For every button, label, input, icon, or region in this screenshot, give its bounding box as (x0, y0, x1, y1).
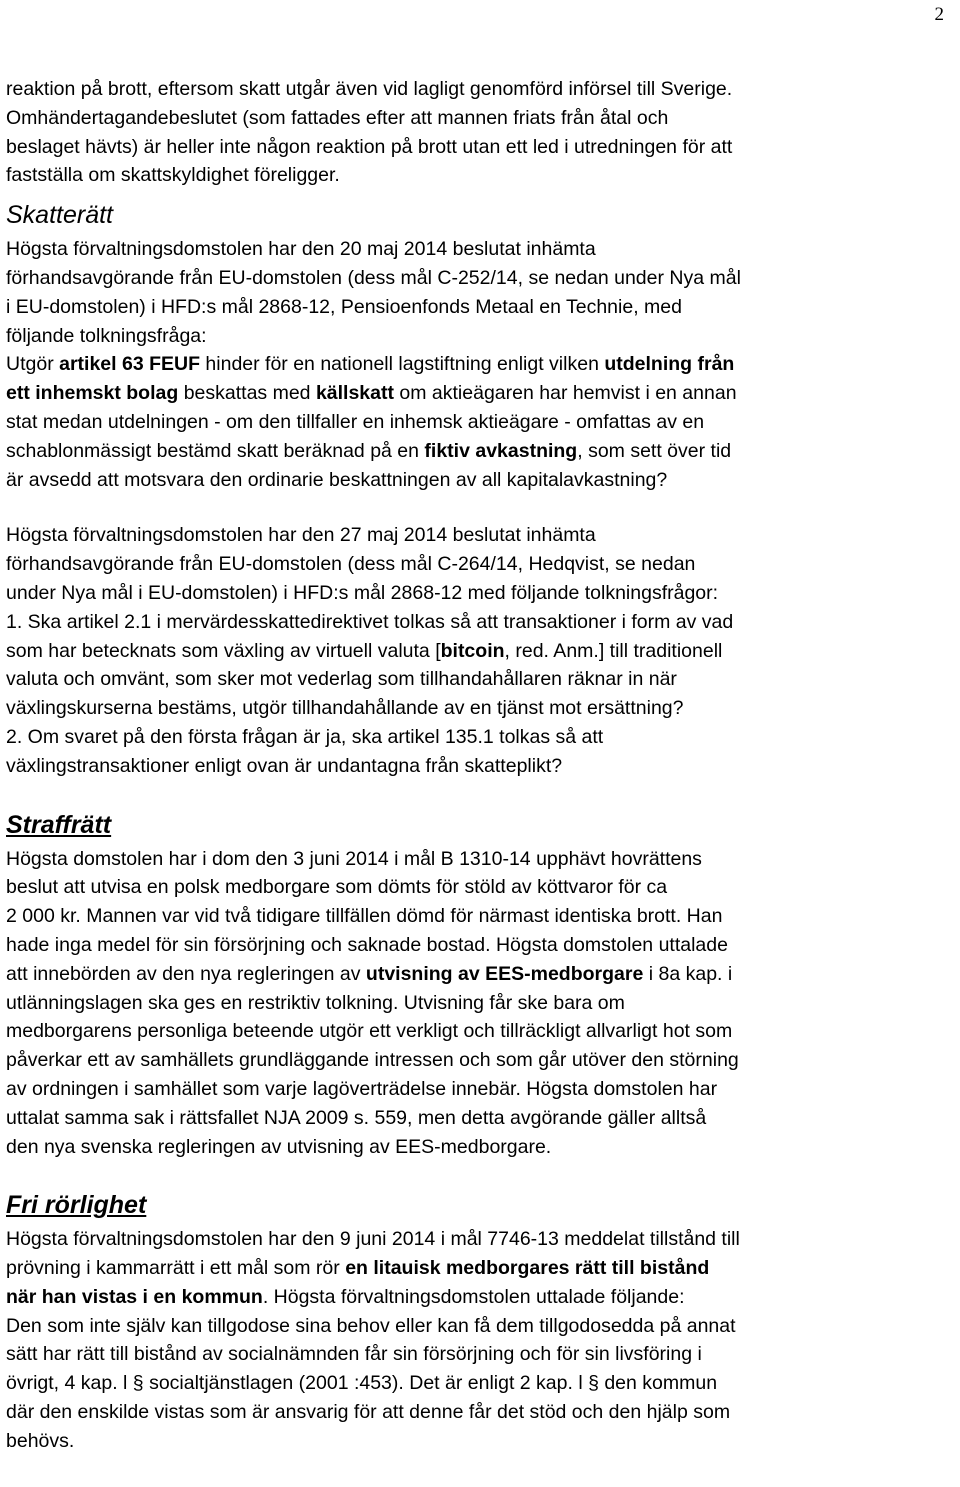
text-line (6, 1283, 958, 1312)
bold-term: bitcoin (440, 639, 505, 662)
text-run: , red. Anm.] till traditionell (504, 639, 723, 662)
text-line: den nya svenska regleringen av utvisning av EES-medborgare. (6, 1135, 552, 1158)
text-line: beslaget hävts) är heller inte någon reaktion på brott utan ett led i utredningen för att (6, 135, 733, 158)
text-line: växlingstransaktioner enligt ovan är undantagna från skatteplikt? (6, 754, 563, 777)
text-line: Högsta domstolen har i dom den 3 juni 2014 i mål B 1310-14 upphävt hovrättens (6, 847, 702, 870)
text-line (6, 350, 958, 379)
heading-fri-rorlighet: Fri rörlighet (6, 1191, 147, 1220)
text-line (6, 1254, 958, 1283)
text-line: Den som inte själv kan tillgodose sina behov eller kan få dem tillgodosedda på annat (6, 1314, 736, 1337)
straffratt-paragraph (6, 845, 958, 1162)
text-line: Högsta förvaltningsdomstolen har den 9 juni 2014 i mål 7746-13 meddelat tillstånd till (6, 1228, 740, 1251)
text-run: beskattas med (178, 382, 316, 405)
text-line: stat medan utdelningen - om den tillfaller en inhemsk aktieägare - omfattas av en (6, 410, 705, 433)
text-line: av ordningen i samhället som varje lagöverträdelse innebär. Högsta domstolen har (6, 1077, 718, 1100)
bold-term: artikel 63 FEUF (59, 353, 200, 376)
bold-term: utvisning av EES-medborgare (365, 962, 644, 985)
text-run: schablonmässigt bestämd skatt beräknad på en (6, 439, 425, 462)
text-line: behövs. (6, 1429, 75, 1452)
document-body (6, 75, 958, 1456)
heading-straffratt: Straffrätt (6, 810, 112, 839)
heading-skatteratt: Skatterätt (6, 201, 113, 230)
skatteratt-paragraph-1 (6, 235, 958, 494)
text-line: är avsedd att motsvara den ordinarie beskattningen av all kapitalavkastning? (6, 468, 668, 491)
intro-section (6, 75, 958, 190)
text-run: Utgör (6, 353, 60, 376)
bold-term: källskatt (315, 382, 394, 405)
paragraph-gap (6, 494, 958, 521)
text-run: , som sett över tid (577, 439, 732, 462)
text-line: växlingskurserna bestäms, utgör tillhandahållande av en tjänst mot ersättning? (6, 697, 684, 720)
bold-term: fiktiv avkastning (424, 439, 578, 462)
text-line (6, 637, 958, 666)
text-run: att innebörden av den nya regleringen av (6, 962, 366, 985)
text-line (6, 960, 958, 989)
text-line: fastställa om skattskyldighet föreligger. (6, 164, 340, 187)
bold-term: när han vistas i en kommun (6, 1285, 263, 1308)
text-run: som har betecknats som växling av virtuell valuta [ (6, 639, 441, 662)
text-run: . Högsta förvaltningsdomstolen uttalade följande: (262, 1285, 685, 1308)
text-line: medborgarens personliga beteende utgör ett verkligt och tillräckligt allvarligt hot som (6, 1020, 733, 1043)
text-line: hade inga medel för sin försörjning och saknade bostad. Högsta domstolen uttalade (6, 933, 728, 956)
text-line: påverkar ett av samhällets grundläggande intressen och som går utöver den störning (6, 1049, 739, 1072)
text-line: 2 000 kr. Mannen var vid två tidigare tillfällen dömd för närmast identiska brott. Han (6, 905, 723, 928)
text-line (6, 437, 958, 466)
text-line: där den enskilde vistas som är ansvarig för att denne får det stöd och den hjälp som (6, 1401, 731, 1424)
text-line: Högsta förvaltningsdomstolen har den 27 maj 2014 beslutat inhämta (6, 524, 596, 547)
text-line: 2. Om svaret på den första frågan är ja, ska artikel 135.1 tolkas så att (6, 725, 604, 748)
text-line: utlänningslagen ska ges en restriktiv tolkning. Utvisning får ske bara om (6, 991, 625, 1014)
text-line: förhandsavgörande från EU-domstolen (dess mål C-252/14, se nedan under Nya mål (6, 266, 741, 289)
bold-term: utdelning från (604, 353, 735, 376)
bold-term: ett inhemskt bolag (6, 382, 179, 405)
text-line: övrigt, 4 kap. l § socialtjänstlagen (2001 :453). Det är enligt 2 kap. l § den kommun (6, 1372, 718, 1395)
text-run: prövning i kammarrätt i ett mål som rör (6, 1257, 346, 1280)
text-run: om aktieägaren har hemvist i en annan (394, 382, 737, 405)
text-line: följande tolkningsfråga: (6, 324, 207, 347)
text-line: förhandsavgörande från EU-domstolen (dess mål C-264/14, Hedqvist, se nedan (6, 553, 696, 576)
text-line: beslut att utvisa en polsk medborgare som dömts för stöld av köttvaror för ca (6, 876, 668, 899)
text-line: uttalat samma sak i rättsfallet NJA 2009 s. 559, men detta avgörande gäller alltså (6, 1106, 707, 1129)
text-line: valuta och omvänt, som sker mot vederlag som tillhandahållaren räknar in när (6, 668, 677, 691)
text-run: i 8a kap. i (643, 962, 733, 985)
text-line: Omhändertagandebeslutet (som fattades efter att mannen friats från åtal och (6, 106, 669, 129)
text-line: Högsta förvaltningsdomstolen har den 20 maj 2014 beslutat inhämta (6, 238, 596, 261)
page-number: 2 (934, 4, 944, 25)
text-line (6, 379, 958, 408)
text-line: reaktion på brott, eftersom skatt utgår även vid lagligt genomförd införsel till Sverige. (6, 78, 733, 100)
bold-term: en litauisk medborgares rätt till bistånd (345, 1257, 710, 1280)
fri-rorlighet-paragraph (6, 1225, 958, 1455)
skatteratt-paragraph-2 (6, 521, 958, 780)
text-run: hinder för en nationell lagstiftning enligt vilken (200, 353, 605, 376)
text-line: 1. Ska artikel 2.1 i mervärdesskattedirektivet tolkas så att transaktioner i form av vad (6, 610, 734, 633)
text-line: i EU-domstolen) i HFD:s mål 2868-12, Pensioenfonds Metaal en Technie, med (6, 295, 682, 318)
text-line: under Nya mål i EU-domstolen) i HFD:s mål 2868-12 med följande tolkningsfrågor: (6, 581, 719, 604)
text-line: sätt har rätt till bistånd av socialnämnden får sin försörjning och för sin livsföring i (6, 1343, 702, 1366)
